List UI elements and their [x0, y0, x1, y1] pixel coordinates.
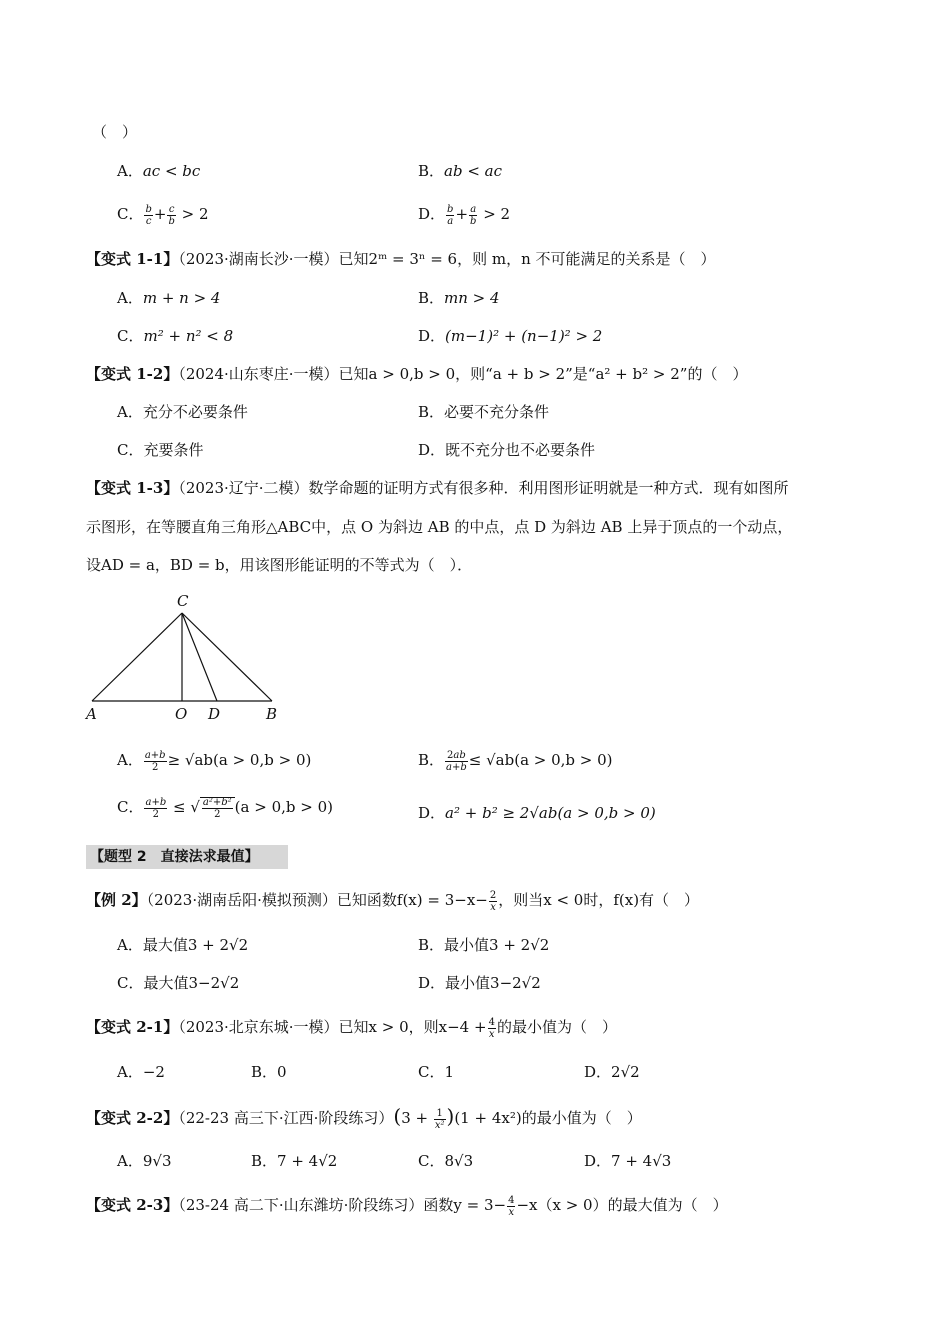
question-tag: 【变式 2-2】 — [86, 1109, 179, 1127]
label-d: D — [208, 705, 221, 723]
option-c: C． $\frac{a+b}{2}$ ≤ √ $\frac{\text{a²+b²}}{2}$ (a > 0,b > 0) — [117, 796, 333, 820]
option-b: B．7 + 4√2 — [251, 1152, 338, 1170]
option-b — [418, 160, 502, 182]
question-source: （22-23 高三下·江西·阶段练习） — [178, 1109, 394, 1127]
option-text: 充要条件 — [143, 441, 204, 459]
question-stem: 已知2ᵐ = 3ⁿ = 6，则 m，n 不可能满足的关系是（ ） — [338, 250, 716, 268]
option-text: ab < ac — [444, 162, 503, 180]
option-text: 7 + 4√2 — [277, 1152, 338, 1170]
option-label: B． — [418, 162, 445, 180]
option-text: 既不充分也不必要条件 — [445, 441, 596, 459]
question-tag: 【变式 1-3】 — [86, 479, 179, 497]
answer-paren: （ ） — [92, 123, 138, 141]
question-source: （2023·湖南岳阳·模拟预测） — [146, 891, 337, 909]
option-text: 1 — [444, 1063, 455, 1081]
option-text: 8√3 — [444, 1152, 474, 1170]
question-tag: 【变式 1-1】 — [86, 250, 179, 268]
option-b: B．最小值3 + 2√2 — [418, 936, 550, 954]
option-a: A．−2 — [117, 1063, 165, 1081]
option-c: C．最大值3−2√2 — [117, 974, 240, 992]
option-text: 9√3 — [142, 1152, 172, 1170]
option-label: D． — [418, 205, 446, 223]
question-tag: 【例 2】 — [86, 891, 147, 909]
option-label: C． — [117, 205, 144, 223]
option-text: a² + b² ≥ 2√ab(a > 0,b > 0) — [445, 804, 656, 822]
question-stem-tail: 的最小值为（ ） — [496, 1018, 617, 1036]
option-text: 最小值3 + 2√2 — [444, 936, 550, 954]
label-a: A — [86, 705, 97, 723]
option-b: B．必要不充分条件 — [418, 403, 550, 421]
option-d: D．最小值3−2√2 — [418, 974, 541, 992]
question-stem: 已知函数f(x) = 3−x− — [336, 891, 488, 909]
question-stem-tail: ，则当x < 0时，f(x)有（ ） — [498, 891, 700, 909]
option-a: A．9√3 — [117, 1152, 172, 1170]
option-label: A． — [117, 162, 143, 180]
option-text: 充分不必要条件 — [142, 403, 248, 421]
option-text: m² + n² < 8 — [143, 327, 234, 345]
question-variant-2-2: 【变式 2-2】（22-23 高三下·江西·阶段练习）(3 + $\frac{1}{\text{x²}}$ )(1 + 4x²)的最小值为（ ） — [86, 1104, 642, 1131]
question-stem: 已知a > 0,b > 0，则“a + b > 2”是“a² + b² > 2”的（ ） — [338, 365, 748, 383]
section-heading: 【题型 2 直接法求最值】 — [86, 845, 288, 869]
option-text: 必要不充分条件 — [444, 403, 550, 421]
question-source: （2024·山东枣庄·一模） — [178, 365, 339, 383]
option-text: 最小值3−2√2 — [445, 974, 541, 992]
option-text: −2 — [142, 1063, 165, 1081]
question-tag: 【变式 1-2】 — [86, 365, 179, 383]
option-a: A．m + n > 4 — [117, 289, 221, 307]
option-text: ≥ √ab(a > 0,b > 0) — [167, 751, 312, 769]
question-variant-2-1: 【变式 2-1】（2023·北京东城·一模）已知x > 0，则x−4 + $\frac{4}{x}$ 的最小值为（ ） — [86, 1016, 617, 1040]
option-b: B． $\frac{2ab}{a+b}$ ≤ √ab(a > 0,b > 0) — [418, 749, 613, 773]
question-stem: 已知x > 0，则x−4 + — [338, 1018, 487, 1036]
question-source: （2023·辽宁·二模） — [178, 479, 309, 497]
option-b: B．0 — [251, 1063, 287, 1081]
option-d: D． $\frac{b}{a}$ + $\frac{a}{b}$ > 2 — [418, 203, 511, 227]
option-text: 最大值3−2√2 — [143, 974, 240, 992]
option-text: ac < bc — [142, 162, 201, 180]
option-text: 2√2 — [611, 1063, 640, 1081]
option-a — [117, 160, 200, 182]
option-text: 0 — [277, 1063, 287, 1081]
option-d: D．a² + b² ≥ 2√ab(a > 0,b > 0) — [418, 804, 656, 822]
option-b: B．mn > 4 — [418, 289, 500, 307]
label-o: O — [175, 705, 188, 723]
triangle-figure — [80, 590, 290, 725]
option-text: 最大值3 + 2√2 — [142, 936, 249, 954]
question-stem-tail: (1 + 4x²)的最小值为（ ） — [454, 1109, 642, 1127]
option-c: C．m² + n² < 8 — [117, 327, 234, 345]
question-variant-1-3 — [86, 477, 789, 499]
question-stem-line-2: 示图形，在等腰直角三角形△ABC中，点 O 为斜边 AB 的中点，点 D 为斜边 AB 上异于顶点的一个动点， — [86, 518, 793, 536]
question-variant-1-1 — [86, 248, 716, 270]
option-c: C． $\frac{b}{c}$ + $\frac{c}{b}$ > 2 — [117, 203, 209, 227]
question-variant-2-3: 【变式 2-3】（23-24 高二下·山东潍坊·阶段练习）函数y = 3− $\frac{4}{x}$ −x（x > 0）的最大值为（ ） — [86, 1194, 728, 1218]
option-text: m + n > 4 — [142, 289, 221, 307]
option-c: C．8√3 — [418, 1152, 474, 1170]
question-source: （2023·北京东城·一模） — [178, 1018, 339, 1036]
question-variant-1-2 — [86, 363, 747, 385]
option-d: D．(m−1)² + (n−1)² > 2 — [418, 327, 603, 345]
label-c: C — [177, 592, 189, 610]
question-source: （23-24 高二下·山东潍坊·阶段练习） — [178, 1196, 424, 1214]
question-example-2: 【例 2】（2023·湖南岳阳·模拟预测）已知函数f(x) = 3−x− $\frac{2}{x}$ ，则当x < 0时，f(x)有（ ） — [86, 889, 700, 913]
option-a: A．充分不必要条件 — [117, 403, 248, 421]
option-d: D．2√2 — [584, 1063, 640, 1081]
option-text: (a > 0,b > 0) — [234, 798, 333, 816]
question-tag: 【变式 2-1】 — [86, 1018, 179, 1036]
question-stem: 函数y = 3− — [423, 1196, 507, 1214]
option-text: 7 + 4√3 — [611, 1152, 672, 1170]
option-d: D．既不充分也不必要条件 — [418, 441, 596, 459]
question-stem: 数学命题的证明方式有很多种．利用图形证明就是一种方式．现有如图所 — [308, 479, 789, 497]
question-stem-line-3: 设AD = a，BD = b，用该图形能证明的不等式为（ ）． — [86, 556, 473, 574]
question-tag: 【变式 2-3】 — [86, 1196, 179, 1214]
option-c: C．充要条件 — [117, 441, 204, 459]
question-source: （2023·湖南长沙·一模） — [178, 250, 339, 268]
option-a: A．最大值3 + 2√2 — [117, 936, 249, 954]
question-stem-tail: −x（x > 0）的最大值为（ ） — [516, 1196, 728, 1214]
option-text: (m−1)² + (n−1)² > 2 — [445, 327, 603, 345]
option-text: ≤ √ab(a > 0,b > 0) — [468, 751, 613, 769]
option-a: A． $\frac{a+b}{2}$ ≥ √ab(a > 0,b > 0) — [117, 749, 312, 773]
option-d: D．7 + 4√3 — [584, 1152, 672, 1170]
option-c: C．1 — [418, 1063, 455, 1081]
option-text: mn > 4 — [444, 289, 500, 307]
label-b: B — [266, 705, 278, 723]
